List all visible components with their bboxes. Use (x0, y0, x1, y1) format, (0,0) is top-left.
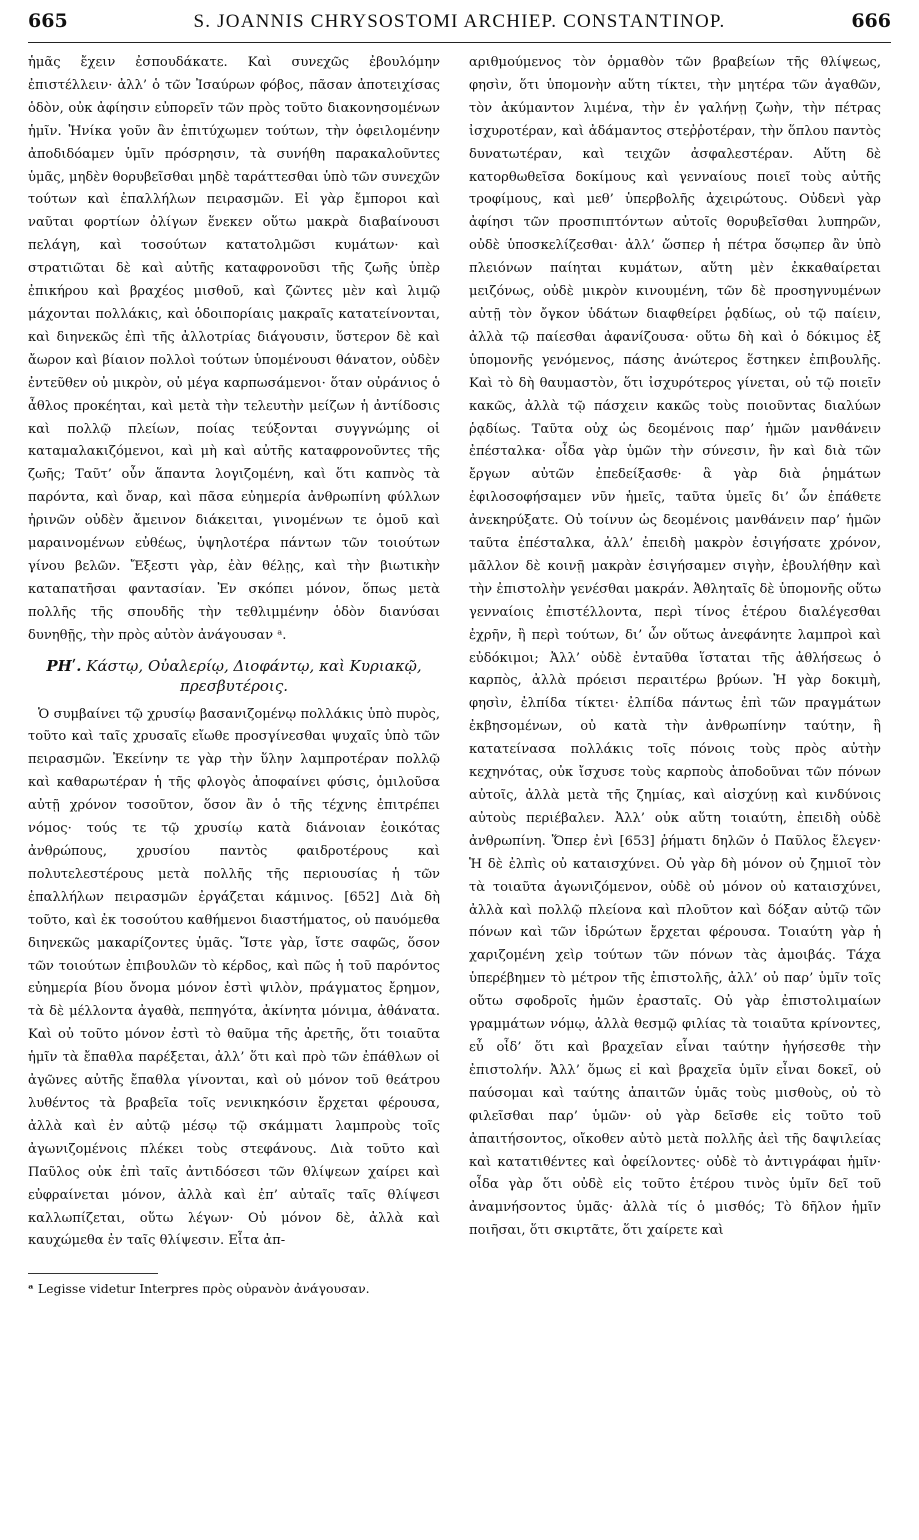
letter-number: ΡΗʹ. (46, 656, 82, 675)
body-paragraph: αριθμούμενος τὸν ὁρμαθὸν τῶν βραβείων τῆς θλίψεως, φησὶν, ὅτι ὑπομονὴν αὕτη τίκτει, τὴν μητέρα τῶν ἀγαθῶν, τὸν ἀκύμαντον λιμένα, τὴν ἐν γαλήνῃ ζωὴν, τὴν πέτρας ἰσχυροτέραν, καὶ ἀδάμαντος στεῤῥοτέραν, τὴν ὅπλου παντὸς δυνατωτέραν, καὶ τειχῶν ἀσφαλεστέραν. Αὕτη δὲ κατορθωθεῖσα δοκίμους καὶ γενναίους ποιεῖ τοὺς αὐτῆς τροφίμους, καὶ μεθ’ ὑπερβολῆς ἀχειρώτους. Οὐδενὶ γὰρ ἀφίησι τῶν προσπιπτόντων αὐτοῖς θορυβεῖσθαι λυπηρῶν, οὐδὲ ὑποσκελίζεσθαι· ἀλλ’ ὥσπερ ἡ πέτρα ὅσῳπερ ἂν ὑπὸ πλειόνων παίηται κυμάτων, αὕτη μὲν ἐκκαθαίρεται μειζόνως, οὐδὲ μικρὸν κινουμένη, τῶν δὲ προσηγνυμένων αὐτῇ τὸν ὄγκον ὑδάτων διαφθείρει ῥᾳδίως, οὐ τῷ παίειν, ἀλλὰ τῷ παίεσθαι ἀφανίζουσα· οὕτω δὴ καὶ ὁ δόκιμος ἐξ ὑπομονῆς γενόμενος, πάσης ἀνώτερος ἕστηκεν ἐπιβουλῆς. Καὶ τὸ δὴ θαυμαστὸν, ὅτι ἰσχυρότερος γίνεται, οὐ τῷ ποιεῖν κακῶς, ἀλλὰ τῷ πάσχειν κακῶς τοὺς ποιοῦντας διαλύων ῥᾳδίως. Ταῦτα οὐχ ὡς δεομένοις παρ’ ἡμῶν μανθάνειν ἐπέσταλκα· οἶδα γὰρ ὑμῶν τὴν σύνεσιν, ἣν καὶ διὰ τῶν ἔργων αὐτῶν ἐπεδείξασθε· ἃ γὰρ διὰ ῥημάτων ἐφιλοσοφήσαμεν νῦν ἡμεῖς, ταῦτα ὑμεῖς δι’ ὧν ἐπάθετε ἀνεκηρύξατε. Οὐ τοίνυν ὡς δεομένοις μανθάνειν παρ’ ἡμῶν ταῦτα ἐπέσταλκα, ἀλλ’ ἐπειδὴ μακρὸν ἐσιγήσατε χρόνον, μᾶλλον δὲ κοινῇ μακρὰν ἐσιγήσαμεν σιγὴν, ἐβουλήθην καὶ τὴν ἐπιστολὴν γενέσθαι μακράν. Ἀθληταῖς δὲ ὑπομονῆς οὕτω γενναίοις ἐπιστέλλοντα, περὶ τίνος ἑτέρου διαλέγεσθαι ἐχρῆν, ἢ περὶ τούτων, δι’ ὧν οὕτως ἀνεφάνητε λαμπροὶ καὶ εὐδόκιμοι; Ἀλλ’ οὐδὲ ἐνταῦθα ἵσταται τῆς ἀθλήσεως ὁ καρπὸς, ἀλλὰ πρόεισι περαιτέρω βρύων. Ἡ γὰρ δοκιμὴ, φησὶν, ἐλπίδα τίκτει· ἐλπίδα πάντως ἐπὶ τῶν πραγμάτων ἐκβησομένων, οὐ κατὰ τὴν ἀνθρωπίνην ταύτην, ἣ κατατείνασα πολλάκις τοῖς πόνοις τοὺς πρὸς αὐτὴν κεχηνότας, οὐκ ἴσχυσε τοὺς καρποὺς ἀποδοῦναι τῶν πόνων αὐτοῖς, ἀλλὰ μετὰ τῆς ζημίας, καὶ αἰσχύνῃ καὶ κινδύνοις αὐτοὺς περιέβαλεν. Ἀλλ’ οὐκ αὕτη τοιαύτη, ἐπειδὴ οὐδὲ ἀνθρωπίνη. Ὅπερ ἐνὶ [653] ῥήματι δηλῶν ὁ Παῦλος ἔλεγεν· Ἡ δὲ ἐλπὶς οὐ καταισχύνει. Οὐ γὰρ δὴ μόνον οὐ ζημιοῖ τὸν τὰ τοιαῦτα ἀγωνιζόμενον, οὐδὲ οὐ μόνον οὐ καταισχύνει, ἀλλὰ καὶ πολλῷ πλείονα καὶ πλοῦτον καὶ δόξαν αὐτῷ τῶν πόνων καὶ τῶν ἱδρώτων ἔρχεται φέρουσα. Τοιαύτη γὰρ ἡ χαριζομένη χεὶρ τούτων τῶν πόνων τὰς ἀμοιβάς. Τάχα ὑπερέβημεν τὸ μέτρον τῆς ἐπιστολῆς, ἀλλ’ οὐ παρ’ ὑμῖν τοῖς οὕτω σφοδροῖς ἡμῶν ἐρασταῖς. Οὐ γὰρ ἐπιστολιμαίων γραμμάτων νόμῳ, ἀλλὰ θεσμῷ φιλίας τὰ τοιαῦτα κρίνοντες, εὖ οἶδ’ ὅτι καὶ βραχεῖαν εἶναι ταύτην ἡγήσεσθε τὴν ἐπιστολήν. Ἀλλ’ ὅμως εἰ καὶ βραχεῖα ὑμῖν εἶναι δοκεῖ, οὐ παύσομαι καὶ ταύτης ἀπαιτῶν ὑμᾶς τοὺς μισθοὺς, οὐ τὸ φιλεῖσθαι παρ’ ὑμῶν· οὐ γὰρ δεῖσθε εἰς τοῦτο τοῦ ἀπαιτήσοντος, οἴκοθεν αὐτὸ μετὰ πολλῆς ἀεὶ τῆς δαψιλείας καὶ κατατιθέντες καὶ ὀφείλοντες· οὐδὲ τὸ ἀντιγράφαι ἡμῖν· οἶδα γὰρ ὅτι οὐδὲ εἰς τοῦτο ἑτέρου τινὸς ὑμῖν δεῖ τοῦ ἀναμνήσοντος ὑμᾶς· ἀλλὰ τίς ὁ μισθός; Τὸ δῆλον ἡμῖν ποιῆσαι, ὅτι σκιρτᾶτε, ὅτι χαίρετε καὶ (469, 55, 881, 1239)
footnote (28, 1280, 440, 1298)
footnote-text: Legisse videtur Interpres πρὸς οὐρανὸν ἀνάγουσαν. (37, 1281, 370, 1297)
page-number-right: 666 (851, 10, 891, 32)
running-title: S. JOANNIS CHRYSOSTOMI ARCHIEP. CONSTANTINOP. (193, 11, 726, 32)
letter-addressees: Κάστῳ, Οὐαλερίῳ, Διοφάντῳ, καὶ Κυριακῷ, πρεσβυτέροις. (86, 656, 422, 695)
footnote-divider (28, 1273, 158, 1274)
footnote-mark: ᵃ (28, 1281, 34, 1297)
body-paragraph: Ὁ συμβαίνει τῷ χρυσίῳ βασανιζομένῳ πολλάκις ὑπὸ πυρὸς, τοῦτο καὶ ταῖς χρυσαῖς εἴωθε προσγίνεσθαι ψυχαῖς ὑπὸ τῶν πειρασμῶν. Ἐκείνην τε γὰρ τὴν ὕλην λαμπροτέραν πολλῷ καὶ καθαρωτέραν ἡ τῆς φλογὸς ἀποφαίνει φύσις, ὁμιλοῦσα αὐτῇ χρόνον τοσοῦτον, ὅσον ἂν ὁ τῆς τέχνης ἐπιτρέπει νόμος· τούς τε τῷ χρυσίῳ κατὰ διάνοιαν ἐοικότας ἀνθρώπους, χρυσίου παντὸς φαιδροτέρους καὶ πολυτελεστέρους μετὰ πολλῆς τῆς περιουσίας ἡ τῶν ἐπαλλήλων πειρασμῶν ἐργάζεται κάμινος. [652] Διὰ δὴ τοῦτο, καὶ ἐκ τοσούτου καθήμενοι διαστήματος, οὐ παυόμεθα διηνεκῶς μακαρίζοντες ὑμᾶς. Ἴστε γὰρ, ἴστε σαφῶς, ὅσον τῶν τοιούτων ἐπιβουλῶν τὸ κέρδος, καὶ πῶς ἡ τοῦ παρόντος εὐημερία βίου ὄνομα μόνον ἐστὶ ψιλὸν, πράγματος ἔρημον, τὰ δὲ μέλλοντα ἀγαθὰ, πεπηγότα, ἀκίνητα μόνιμα, ἀθάνατα. Καὶ οὐ τοῦτο μόνον ἐστὶ τὸ θαῦμα τῆς ἀρετῆς, ὅτι τοιαῦτα ἡμῖν τὰ ἔπαθλα παρέξεται, ἀλλ’ ὅτι καὶ πρὸ τῶν ἐπάθλων οἱ ἀγῶνες αὐτῆς ἔπαθλα γίνονται, καὶ οὐ μόνον τοῦ θεάτρου λυθέντος τὰ βραβεῖα τοῖς νενικηκόσιν ἔρχεται φέρουσα, ἀλλὰ καὶ ἐν αὐτῷ μέσῳ τῷ σκάμματι λαμπροὺς τοῖς ἀγωνιζομένοις πλέκει τοὺς στεφάνους. Διὰ τοῦτο καὶ Παῦλος οὐκ ἐπὶ ταῖς ἀντιδόσεσι τῶν θλίψεων χαίρει καὶ εὐφραίνεται μόνον, ἀλλὰ καὶ ἐπ’ αὐταῖς ταῖς θλίψεσι καλλωπίζεται, οὕτω λέγων· Οὐ μόνον δὲ, ἀλλὰ καὶ καυχώμεθα ἐν ταῖς θλίψεσιν. Εἶτα ἀπ- (28, 706, 440, 1249)
running-header (28, 10, 891, 43)
right-column (469, 52, 881, 1527)
left-column (28, 52, 440, 1527)
body-paragraph: ἡμᾶς ἔχειν ἐσπουδάκατε. Καὶ συνεχῶς ἐβουλόμην ἐπιστέλλειν· ἀλλ’ ὁ τῶν Ἰσαύρων φόβος, πᾶσαν ἀποτειχίσας ὁδὸν, οὐκ ἀφίησιν εὐπορεῖν τῶν πρὸς τοῦτο διακονησομένων ἡμῖν. Ἡνίκα γοῦν ἂν ἐπιτύχωμεν τούτων, τὴν ὀφειλομένην ἀποδιδόαμεν ὑμῖν πρόσρησιν, τὰ συνήθη παρακαλοῦντες ὑμᾶς, μηδὲν θορυβεῖσθαι μηδὲ ταράττεσθαι ὑπὸ τῶν συνεχῶν τούτων καὶ ἐπαλλήλων πειρασμῶν. Εἰ γὰρ ἔμποροι καὶ ναῦται φορτίων ὀλίγων ἕνεκεν οὕτω μακρὰ διαβαίνουσι πελάγη, καὶ τοσούτων κατατολμῶσι κυμάτων· καὶ στρατιῶται δὲ καὶ αὐτῆς καταφρονοῦσι τῆς ζωῆς ὑπὲρ ἐπικήρου καὶ βραχέος μισθοῦ, καὶ ζῶντες μὲν καὶ λιμῷ μάχονται πολλάκις, καὶ ὁδοιπορίαις μακραῖς κατατείνονται, καὶ διηνεκῶς ἐπὶ τῆς ἀλλοτρίας διάγουσιν, ὕστερον δὲ καὶ ἄωρον καὶ βίαιον πολλοὶ τούτων ὑπομένουσι θάνατον, οὐδὲν ἐντεῦθεν οὐ μικρὸν, οὐ μέγα καρπωσάμενοι· ὅταν οὐράνιος ὁ ἆθλος προκέηται, καὶ μετὰ τὴν τελευτὴν μείζων ἡ ἀντίδοσις καὶ πολλῷ πλείων, ποίας τεύξονται συγγνώμης οἱ καταμαλακιζόμενοι, καὶ μὴ καὶ αὐτῆς καταφρονοῦντες τῆς ζωῆς; Ταῦτ’ οὖν ἅπαντα λογιζομένη, καὶ ὅτι καπνὸς τὰ παρόντα, καὶ ὄναρ, καὶ πᾶσα εὐημερία ἀνθρωπίνη φύλλων ἠρινῶν οὐδὲν ἄμεινον διάκειται, γινομένων τε ὁμοῦ καὶ μαραινομένων εὐθέως, ὑψηλοτέρα πάντων τῶν τοιούτων γίνου βελῶν. Ἔξεστι γὰρ, ἐὰν θέλῃς, καὶ τὴν βιωτικὴν καταπατῆσαι φαντασίαν. Ἐν σκόπει μόνον, ὅπως μετὰ πολλῆς τῆς σπουδῆς τὴν τεθλιμμένην ὁδὸν διανύσαι δυνηθῇς, τὴν πρὸς αὐτὸν ἀνάγουσαν ᵃ. (28, 55, 440, 643)
page-number-left: 665 (28, 10, 68, 32)
letter-heading (28, 656, 440, 696)
